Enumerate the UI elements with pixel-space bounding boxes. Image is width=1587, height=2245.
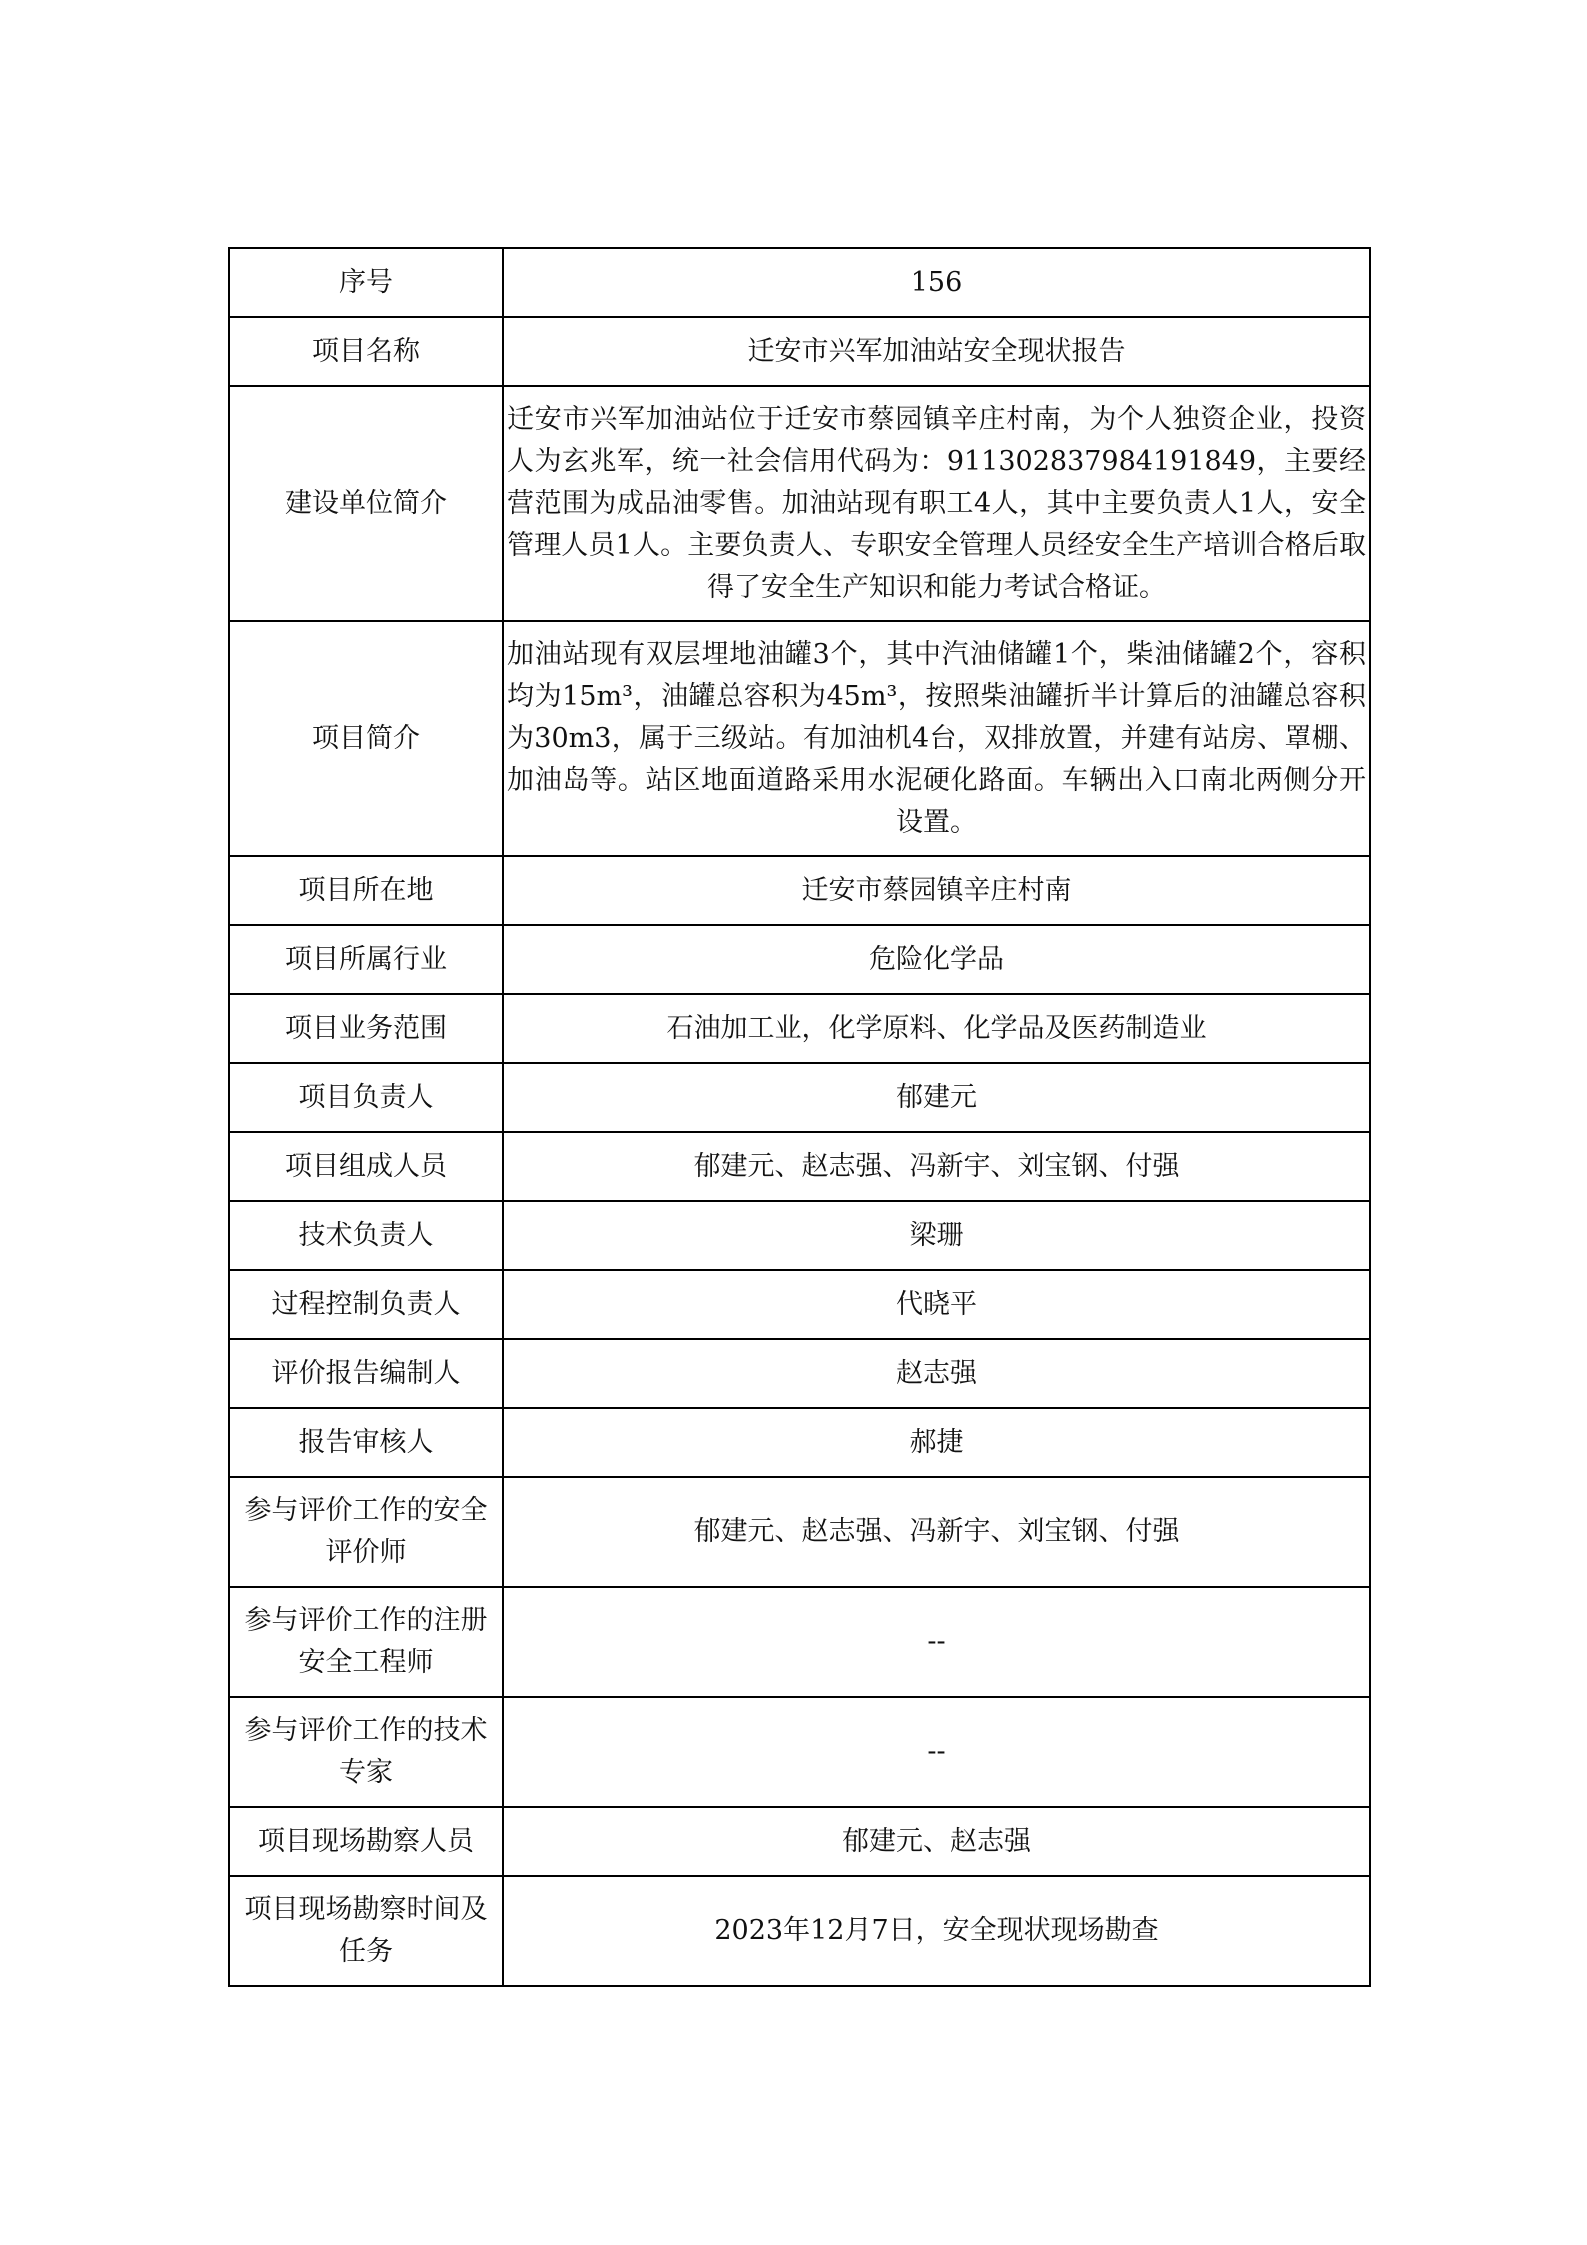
project-info-sheet [228, 247, 1371, 1987]
row-label: 序号 [229, 248, 503, 317]
row-value: 危险化学品 [503, 925, 1370, 994]
row-value: 156 [503, 248, 1370, 317]
row-label: 报告审核人 [229, 1408, 503, 1477]
table-row [229, 248, 1370, 317]
table-row [229, 925, 1370, 994]
table-row [229, 1132, 1370, 1201]
row-value: 迁安市兴军加油站位于迁安市蔡园镇辛庄村南，为个人独资企业，投资人为玄兆军，统一社会信用代码为：911302837984191849，主要经营范围为成品油零售。加油站现有职工4人，其中主要负责人1人，安全管理人员1人。主要负责人、专职安全管理人员经安全生产培训合格后取得了安全生产知识和能力考试合格证。 [503, 386, 1370, 621]
row-value: 赵志强 [503, 1339, 1370, 1408]
row-label: 项目简介 [229, 621, 503, 856]
row-label: 参与评价工作的安全评价师 [229, 1477, 503, 1587]
row-value: 迁安市蔡园镇辛庄村南 [503, 856, 1370, 925]
row-value: 石油加工业，化学原料、化学品及医药制造业 [503, 994, 1370, 1063]
table-row [229, 1063, 1370, 1132]
table-row [229, 621, 1370, 856]
row-label: 技术负责人 [229, 1201, 503, 1270]
row-value: 迁安市兴军加油站安全现状报告 [503, 317, 1370, 386]
table-row [229, 1807, 1370, 1876]
row-value: 2023年12月7日，安全现状现场勘查 [503, 1876, 1370, 1986]
row-label: 过程控制负责人 [229, 1270, 503, 1339]
row-value: 代晓平 [503, 1270, 1370, 1339]
row-label: 建设单位简介 [229, 386, 503, 621]
row-value: -- [503, 1697, 1370, 1807]
row-value: 郁建元、赵志强 [503, 1807, 1370, 1876]
row-label: 项目组成人员 [229, 1132, 503, 1201]
row-label: 项目业务范围 [229, 994, 503, 1063]
row-value: 梁珊 [503, 1201, 1370, 1270]
table-row [229, 1270, 1370, 1339]
table-row [229, 1201, 1370, 1270]
row-label: 参与评价工作的技术专家 [229, 1697, 503, 1807]
row-label: 评价报告编制人 [229, 1339, 503, 1408]
table-row [229, 1339, 1370, 1408]
row-value: 郁建元、赵志强、冯新宇、刘宝钢、付强 [503, 1132, 1370, 1201]
table-row [229, 1697, 1370, 1807]
row-label: 项目现场勘察人员 [229, 1807, 503, 1876]
row-value: 加油站现有双层埋地油罐3个，其中汽油储罐1个，柴油储罐2个，容积均为15m³，油罐总容积为45m³，按照柴油罐折半计算后的油罐总容积为30m3，属于三级站。有加油机4台，双排放置，并建有站房、罩棚、加油岛等。站区地面道路采用水泥硬化路面。车辆出入口南北两侧分开设置。 [503, 621, 1370, 856]
row-label: 项目所属行业 [229, 925, 503, 994]
row-label: 项目负责人 [229, 1063, 503, 1132]
table-row [229, 994, 1370, 1063]
table-row [229, 317, 1370, 386]
row-label: 项目现场勘察时间及任务 [229, 1876, 503, 1986]
table-row [229, 1876, 1370, 1986]
table-row [229, 1408, 1370, 1477]
row-value: 郁建元 [503, 1063, 1370, 1132]
row-value: -- [503, 1587, 1370, 1697]
project-info-table [228, 247, 1371, 1987]
row-label: 项目所在地 [229, 856, 503, 925]
row-value: 郝捷 [503, 1408, 1370, 1477]
table-row [229, 856, 1370, 925]
table-row [229, 1587, 1370, 1697]
row-label: 参与评价工作的注册安全工程师 [229, 1587, 503, 1697]
row-label: 项目名称 [229, 317, 503, 386]
table-row [229, 1477, 1370, 1587]
table-row [229, 386, 1370, 621]
row-value: 郁建元、赵志强、冯新宇、刘宝钢、付强 [503, 1477, 1370, 1587]
